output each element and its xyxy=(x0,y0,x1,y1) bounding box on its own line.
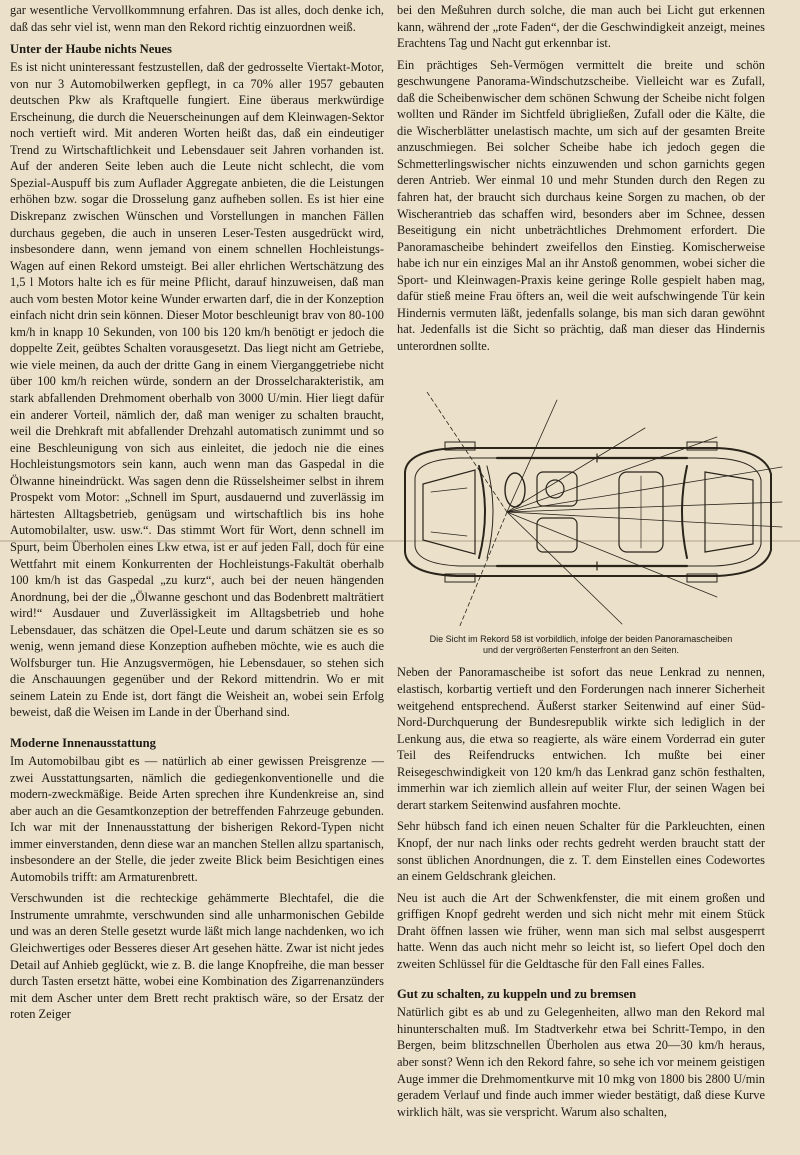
interior-paragraph-1: Im Automobilbau gibt es — natürlich ab einer gewissen Preisgrenze — zwei Ausstattungsarten, nämlich die gediegenkonventionelle und die modern-zweckmäßige. Beide Arten sprechen ihre Kundenkreise an, sind aber auch an die Gesamtkonzeption der betreffenden Fahrzeuge gebunden. Ich war mit der Innenausstattung der bisherigen Rekord-Typen nicht immer einverstanden, denn diese war an manchen Stellen allzu spartanisch, insbesondere an der Stelle, die jeder zweite Blick beim Besichtigen eines Automobils trifft: am Armaturenbrett. xyxy=(10,753,384,884)
section-heading-shifting: Gut zu schalten, zu kuppeln und zu bremsen xyxy=(397,987,637,1002)
right-column xyxy=(397,2,765,1125)
shifting-paragraph: Natürlich gibt es ab und zu Gelegenheiten, allwo man den Rekord mal hinunterschalten muß. Im Stadtverkehr etwa bei Schritt-Tempo, in den Bergen, beim blitzschnellen Überholen aus etwa 20—30 km/h heraus, aber sonst? Wenn ich den Rekord fahre, so sehe ich vor meinem geistigen Auge immer die Drehmomentkurve mit 10 mkg von 1800 bis 2800 U/min geradem Verlauf und finde auch immer wieder bestätigt, daß diese Kurve wirklich hält, was sie verspricht. Warum also schalten, xyxy=(397,1005,765,1119)
figure-caption-line-1: Die Sicht im Rekord 58 ist vorbildlich, infolge der beiden Panoramascheiben xyxy=(429,634,733,645)
car-visibility-diagram xyxy=(387,392,787,632)
section-heading-engine: Unter der Haube nichts Neues xyxy=(10,42,172,57)
gauges-paragraph: bei den Meßuhren durch solche, die man auch bei Licht gut erkennen kann, während der „rote Faden“, der die Geschwindigkeit anzeigt, meines Erachtens Tag und Nacht gut erkennbar ist. xyxy=(397,3,765,51)
section-heading-interior: Moderne Innenausstattung xyxy=(10,735,156,750)
figure-caption xyxy=(391,634,771,656)
engine-paragraph: Es ist nicht uninteressant festzustellen, daß der gedrosselte Viertakt-Motor, von nur 3 Automobilwerken gepflegt, in ca 70% aller 1957 gebauten deutschen Pkw als Kraftquelle fungiert. Eine überaus merkwürdige Erscheinung, die durch die Neuerscheinungen auf dem Kleinwagen-Sektor noch vertieft wird. Mit anderen Worten heißt das, daß ein eindeutiger Trend zu Wirtschaftlichkeit und Lebensdauer seit Jahren vorhanden ist. Auf der anderen Seite leben auch die Leute nicht schlecht, die vom Spezial-Auspuff bis zum Auflader Aggregate anbieten, die die Leistungen erhöhen bzw. sogar die Drosselung ganz aufheben sollen. Es ist hier eine Diskrepanz zwischen Wünschen und Vorstellungen in manchen Fällen durchaus gegeben, die auch in unseren Leser-Testen ausgedrückt wird, insbesondere dann, wenn jemand von einem schnellen Hochleistungs-Wagen auf einen Rekord umsteigt. Bei aller ehrlichen Wertschätzung des 1,5 l Motors halte ich es für meine Pflicht, darauf hinzuweisen, daß man auch vom besten Motor keine Wunder erwarten darf, die in der Konzeption einfach nicht drin sein können. Dieser Motor beschleunigt brav von 80-100 km/h in knapp 10 Sekunden, von 100 bis 120 km/h benötigt er jedoch die doppelte Zeit, geübtes Schalten vorausgesetzt. Das liegt nicht am Getriebe, wie viele meinen, da auch der dritte Gang in einem Vierganggetriebe nicht über 100 km/h reichen würde, sondern an der Drosselcharakteristik, am stark abfallenden Drehmoment oberhalb von 3000 U/min. Hier liegt dafür ein anderer Vorteil, nämlich der, daß man weniger zu schalten braucht, weil die Drehkraft mit abfallender Drehzahl automatisch zunimmt und so eine Beschleunigung von sich aus einleitet, die jedoch nie die eines Hochleistungsmotors sein kann, auch wenn man das Gaspedal in die Ölwanne hineindrückt. Was sagen denn die Rüsselsheimer selbst in ihrem Prospekt vom Motor: „Schnell im Spurt, ausdauernd und zuverlässig im härtesten Alltagsbetrieb, genügsam und wirtschaftlich bis ins hohe Automobilalter, usw. usw.“. Das stimmt Wort für Wort, denn schnell im Spurt, beim Überholen eines Lkw etwa, ist er auf jeden Fall, doch für eine Wettfahrt mit einem Konkurrenten der Hochleistungs-Fakultät oberhalb 100 km/h ist das Gaspedal „zu kurz“, auch bei der neuen hängenden Anordnung, bei der die „Ölwanne geschont und das Bodenbrett malträtiert wird!“ Ausdauer und Zuverlässigkeit im Alltagsbetrieb und hohe Lebensdauer, das schätzen die Opel-Leute und darum schätzen sie es so wenig, wenn jemand diese Konzeption aufheben möchte, wie es auch die Wolfsburger tun. Hie Anzugsvermögen, hie Lebensdauer, so stehen sich die Anschauungen gegenüber und der Rekord mittendrin. Wo er mit seinem Latein zu Ende ist, dort fängt die Weisheit an, wobei sein Erfolg beweist, daß die Weisen im Lande in der Überhand sind. xyxy=(10,60,384,720)
windscreen-paragraph: Ein prächtiges Seh-Vermögen vermittelt die breite und schön geschwungene Panorama-Windschutzscheibe. Vielleicht war es Zufall, daß die Scheibenwischer dem schönen Schwung der Scheibe nicht folgen wollten und Ränder im Sichtfeld übrigließen, Zufall oder die Kälte, die die Wischerblätter unelastisch machte, um sich auf der gesamten Breite anzuschmiegen. Bei solcher Scheibe habe ich jedoch gegen die Schmetterlingswischer nichts einzuwenden und schon garnichts gegen deren Antrieb. Wer einmal 10 und mehr Stunden durch den Regen zu fahren hat, der braucht sich durchaus keine Sorgen zu machen, ob der Wischerantrieb das schaffen wird, besonders aber im Schnee, dessen Beseitigung ein nicht unbeträchtliches Drehmoment erfordert. Die Panoramascheibe behindert zweifellos den Einstieg. Komischerweise habe ich nur ein einziges Mal an ihr Anstoß genommen, wobei sicher die Sport- und Kleinwagen-Praxis keine geringe Rolle gespielt haben mag, dafür stieß meine Frau öfters an, weil die weit aufschwingende Tür kein Hindernis vermuten läßt, jedenfalls solange, bis man sich daran gewöhnt hat. Jedenfalls ist die Sicht so prächtig, daß man dieser das Hindernis unterordnen sollte. xyxy=(397,57,765,353)
parking-light-paragraph: Sehr hübsch fand ich einen neuen Schalter für die Parkleuchten, einen Knopf, der nur nach links oder rechts gedreht werden braucht statt der sonst üblichen Anordnungen, die z. T. dem Einstellen eines Codewortes an einem Geldschrank gleichen. xyxy=(397,819,765,884)
left-column xyxy=(10,2,384,1028)
car-topview-illustration xyxy=(387,392,787,632)
figure-caption-line-2: und der vergrößerten Fensterfront an den Seiten. xyxy=(482,645,680,656)
interior-paragraph-2: Verschwunden ist die rechteckige gehämmerte Blechtafel, die die Instrumente umrahmte, verschwunden sind alle unharmonischen Gebilde und was an deren Stelle gesetzt wurde läßt mich lange nachdenken, wo ich Gleichwertiges oder Besseres dieser Art gesehen hätte. Zwar ist nicht jedes Detail auf Anhieb geglückt, wie z. B. die lange Knopfreihe, die man besser durch Tasten ersetzt hätte, wobei eine Kombination des Zigarrenanzünders mit dem Ascher unter dem Brett recht praktisch wäre, so der Ersatz der roten Zeiger xyxy=(10,891,384,1022)
intro-paragraph: gar wesentliche Vervollkommnung erfahren. Das ist alles, doch denke ich, daß das sehr viel ist, wenn man den Rekord richtig einzuordnen weiß. xyxy=(10,3,384,34)
steering-wheel-paragraph: Neben der Panoramascheibe ist sofort das neue Lenkrad zu nennen, elastisch, korbartig vertieft und den Forderungen nach innerer Sicherheit weitgehend entsprechend. Äußerst starker Seitenwind auf einer Süd-Nord-Durchquerung der Bundesrepublik wirkte sich lediglich in der Lenkung aus, die etwa so reagierte, als wäre einem Vorderrad ein guter Teil des Reifendrucks entwichen. Ich mußte bei einer Reisegeschwindigkeit von 120 km/h das Lenkrad ganz schön festhalten, immerhin war ich ziemlich allein auf weiter Flur, der seinen Wagen bei derart starkem Seitenwind ausfahren mochte. xyxy=(397,665,765,812)
vent-window-paragraph: Neu ist auch die Art der Schwenkfenster, die mit einem großen und griffigen Knopf gedreht werden und sich nicht mehr mit einem Stück Draht öffnen lassen wie früher, wenn man sich mal selbst ausgesperrt hatte. Wenn das auch nicht mehr so leicht ist, so liefert Opel doch den zweiten Schlüssel für die Geldtasche für den Fall eines Falles. xyxy=(397,890,765,971)
